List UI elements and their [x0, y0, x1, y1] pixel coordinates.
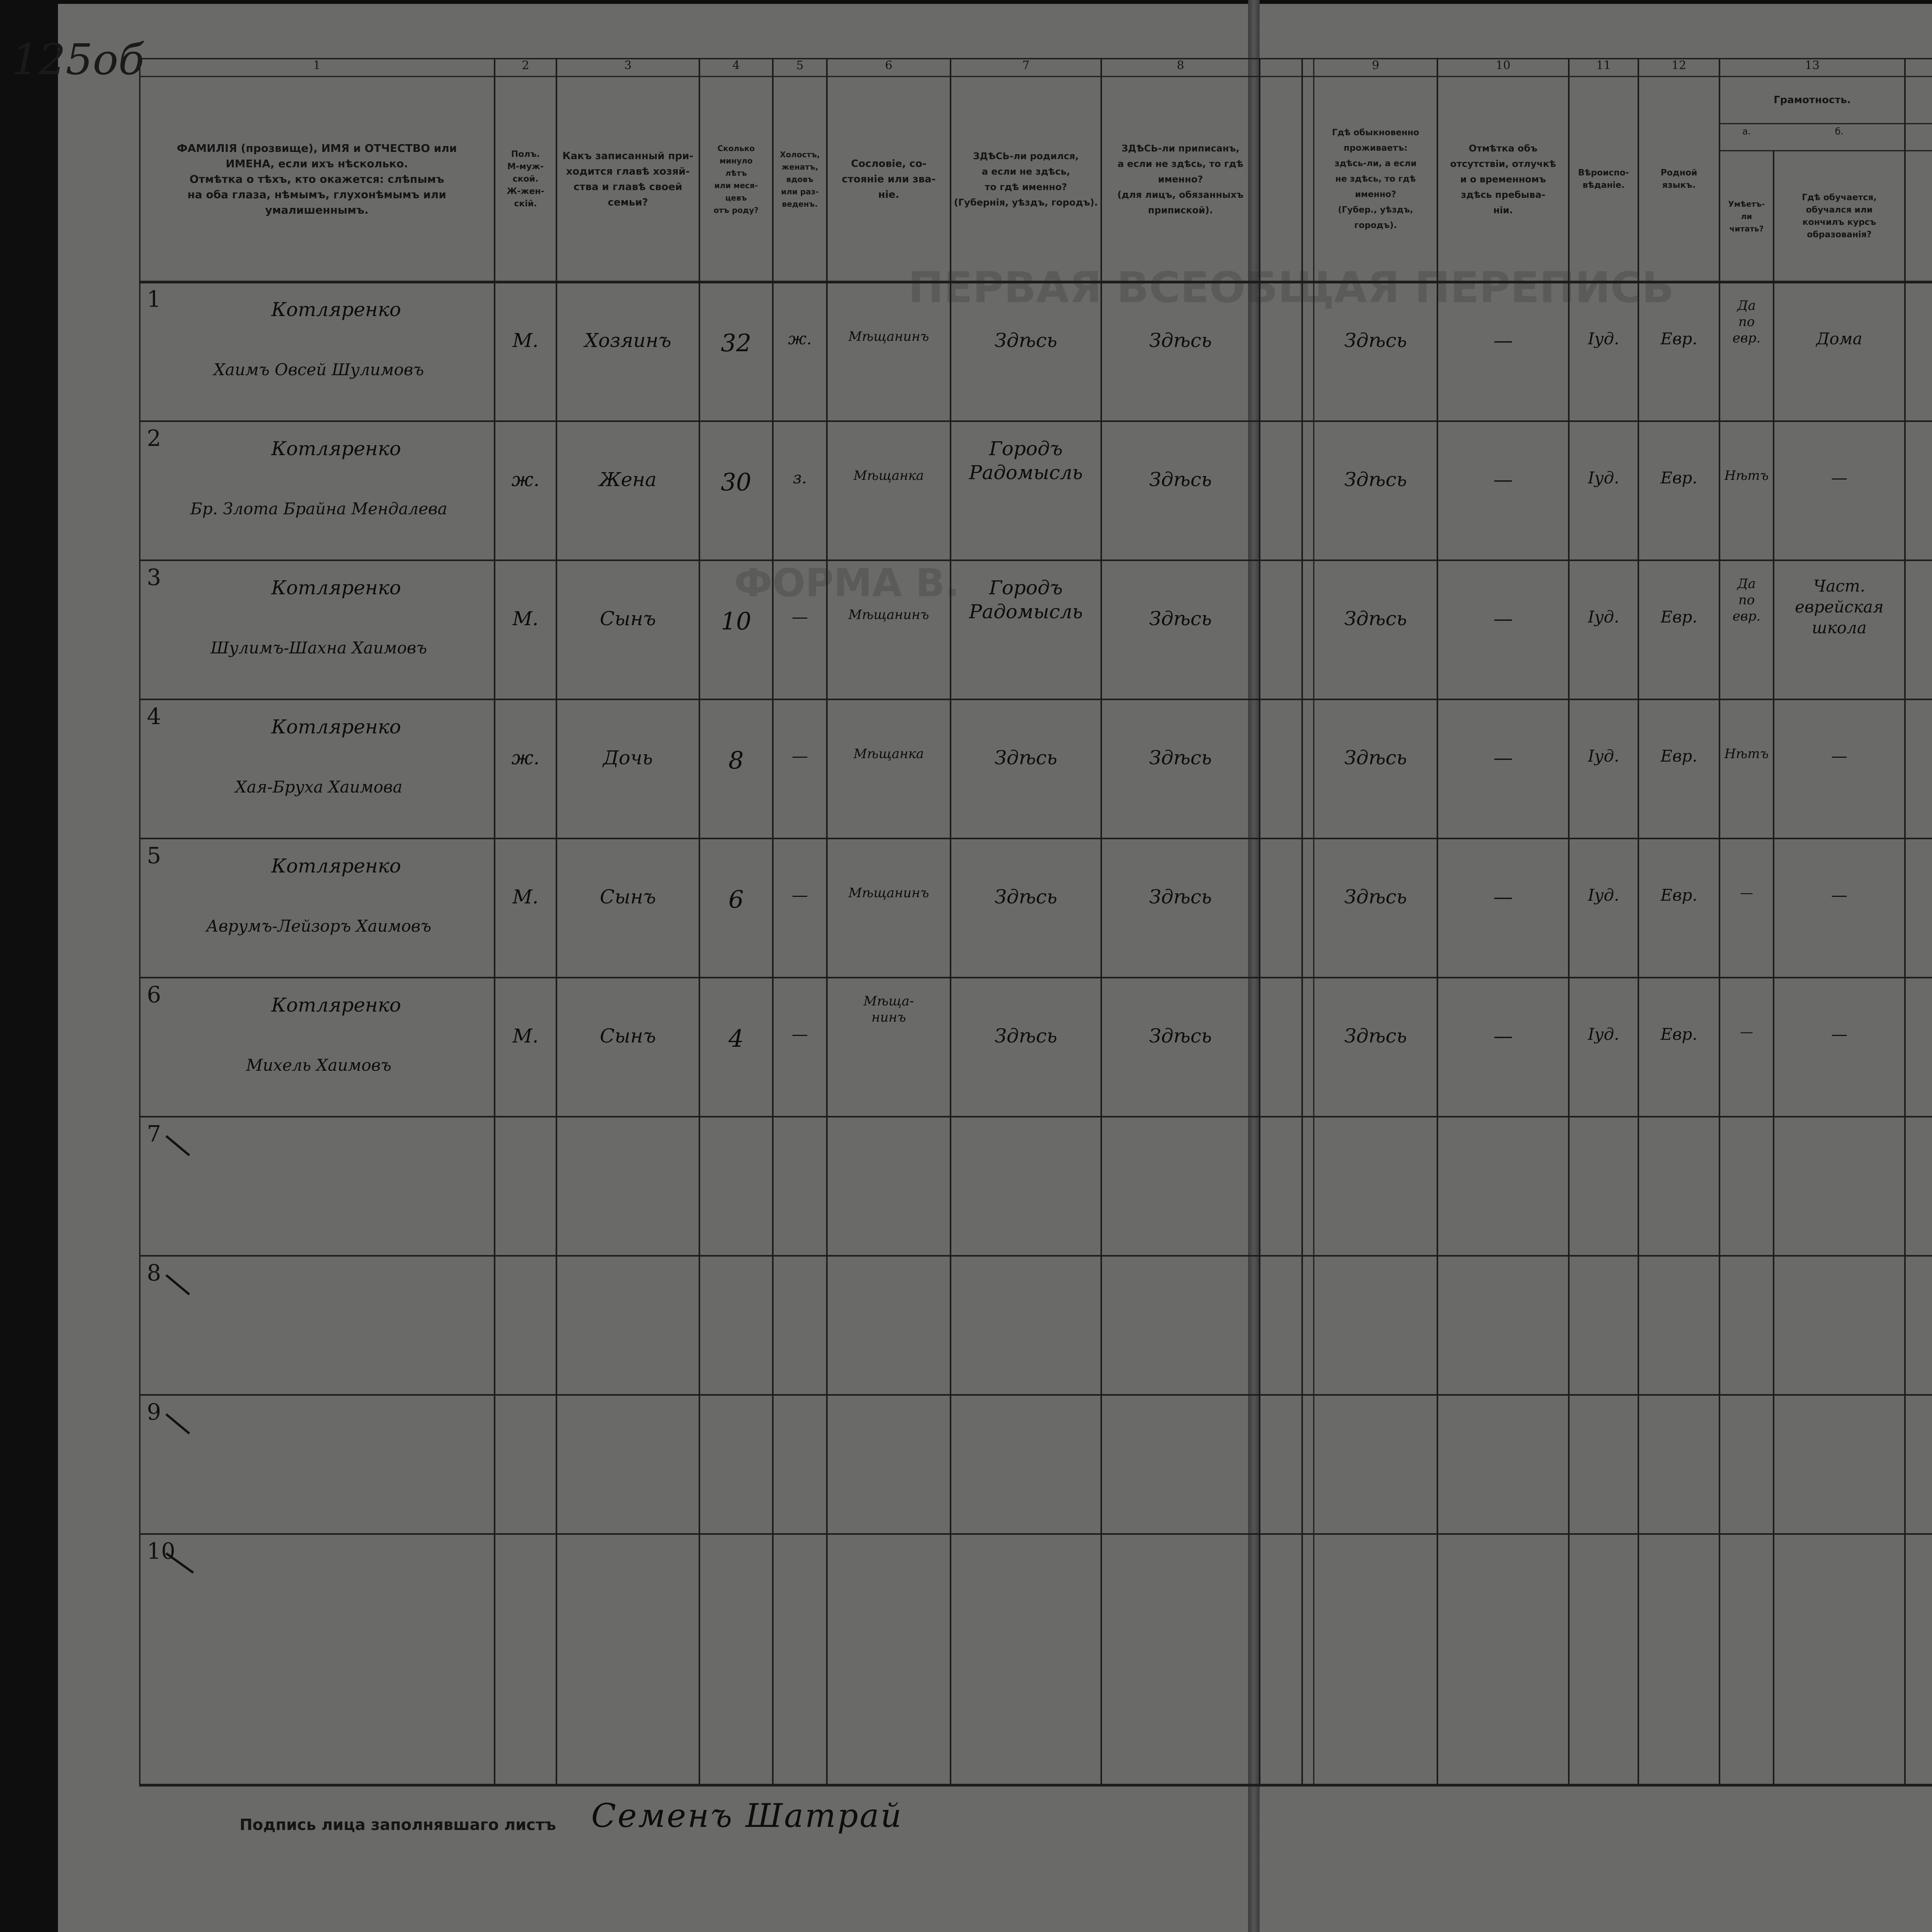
- cell-religion: Іуд.: [1588, 329, 1619, 348]
- header-absence: Отмѣтка объ отсутствіи, отлучкѣ и о временномъ здѣсь пребыва- ніи.: [1450, 143, 1556, 216]
- header-name: ФАМИЛІЯ (прозвище), ИМЯ и ОТЧЕСТВО или ИМЕНА, если ихъ нѣсколько. Отмѣтка о тѣхъ, кто окажется: слѣпымъ на оба глаза, нѣмымъ, глухонѣмымъ или умалишеннымъ.: [177, 142, 457, 216]
- row-number-empty: 8: [147, 1260, 161, 1286]
- bleed-through-form: ФОРМА В.: [734, 560, 960, 605]
- cell-school: —: [1831, 747, 1847, 765]
- cell-marital: з.: [793, 468, 807, 487]
- cell-marital: ж.: [788, 329, 812, 348]
- header-birthplace: ЗДѢСЬ-ли родился, а если не здѣсь, то гдѣ именно? (Губернія, уѣздъ, городъ).: [954, 151, 1098, 208]
- cell-registered: Здѣсь: [1149, 1025, 1212, 1047]
- cell-school: —: [1831, 886, 1847, 905]
- cell-registered: Здѣсь: [1149, 747, 1212, 769]
- row-number: 6: [147, 981, 161, 1008]
- header-occupation: [1905, 77, 1932, 124]
- cell-registered: Здѣсь: [1149, 886, 1212, 908]
- cell-age: 4: [728, 1024, 744, 1053]
- cell-reads: —: [1740, 1024, 1753, 1040]
- cell-born: Городъ Радомысль: [969, 437, 1083, 484]
- full-name: Михель Хаимовъ: [246, 1056, 392, 1075]
- cell-relation: Сынъ: [600, 886, 656, 908]
- cell-religion: Іуд.: [1588, 886, 1619, 905]
- cell-marital: —: [792, 607, 808, 626]
- colnum-14: [1905, 58, 1932, 73]
- cell-religion: Іуд.: [1588, 468, 1619, 487]
- cell-occupation: [1905, 298, 1932, 339]
- cell-born: Здѣсь: [994, 886, 1058, 908]
- bleed-through-title: ПЕРВАЯ ВСЕОБЩАЯ ПЕРЕПИСЬ: [908, 263, 1674, 312]
- colnum-4: 4: [732, 59, 740, 72]
- cell-absence: —: [1493, 329, 1513, 352]
- left-page-number: 125об: [12, 35, 145, 84]
- header-relation: Какъ записанный при- ходится главѣ хозяй- ства и главѣ своей семьи?: [562, 150, 694, 208]
- cell-estate: Мѣщанинъ: [848, 885, 929, 901]
- cell-born: Здѣсь: [994, 1025, 1058, 1047]
- colnum-8: 8: [1177, 59, 1184, 72]
- header-literacy-b-letter: б.: [1835, 126, 1844, 137]
- cell-occupation: [1905, 607, 1932, 628]
- row-number-empty: 10: [147, 1538, 175, 1564]
- colnum-1: 1: [313, 59, 321, 72]
- header-registered: ЗДѢСЬ-ли приписанъ, а если не здѣсь, то гдѣ именно? (для лицъ, обязанныхъ припиской).: [1117, 143, 1244, 216]
- cell-absence: —: [1493, 886, 1513, 908]
- row-number: 4: [147, 703, 161, 730]
- colnum-7: 7: [1022, 59, 1030, 72]
- cell-relation: Жена: [599, 468, 657, 491]
- cell-resides: Здѣсь: [1344, 747, 1407, 769]
- colnum-12: 12: [1671, 59, 1687, 72]
- surname: Котляренко: [271, 855, 401, 877]
- cell-marital: —: [792, 747, 808, 765]
- cell-age: 30: [721, 468, 752, 496]
- cell-age: 32: [721, 329, 752, 357]
- header-literacy-a-letter: а.: [1742, 126, 1751, 137]
- row-number: 1: [147, 286, 161, 312]
- surname: Котляренко: [271, 716, 401, 738]
- cell-language: Евр.: [1660, 329, 1697, 348]
- cell-registered: Здѣсь: [1149, 329, 1212, 352]
- cell-reads: Нѣтъ: [1724, 468, 1769, 483]
- colnum-2: 2: [522, 59, 529, 72]
- row-number-empty: 7: [147, 1121, 161, 1147]
- colnum-5: 5: [796, 59, 804, 72]
- cell-relation: Хозяинъ: [584, 329, 672, 352]
- header-occupation-main: [1905, 151, 1932, 282]
- cell-religion: Іуд.: [1588, 747, 1619, 765]
- cell-sex: ж.: [511, 468, 540, 491]
- cell-sex: М.: [512, 886, 539, 908]
- cell-estate: Мѣщанка: [853, 468, 924, 483]
- cell-age: 8: [728, 746, 744, 774]
- cell-age: 10: [721, 607, 752, 635]
- header-religion: Вѣроиспо- вѣданіе.: [1578, 168, 1629, 190]
- header-sex: Полъ. М-муж- ской. Ж-жен- скій.: [507, 150, 544, 209]
- colnum-10: 10: [1495, 59, 1511, 72]
- colnum-3: 3: [624, 59, 632, 72]
- full-name: Шулимъ-Шахна Хаимовъ: [210, 638, 427, 657]
- colnum-9: 9: [1372, 59, 1379, 72]
- cell-estate: Мѣщанинъ: [848, 607, 929, 622]
- cell-resides: Здѣсь: [1344, 607, 1407, 630]
- header-estate: Сословіе, со- стояніе или зва- ніе.: [842, 158, 936, 201]
- header-occupation-a-letter: [1905, 126, 1932, 137]
- cell-registered: Здѣсь: [1149, 468, 1212, 491]
- cell-relation: Сынъ: [600, 1025, 656, 1047]
- signature-label: Подпись лица заполнявшаго листъ: [240, 1816, 556, 1834]
- cell-marital: —: [792, 886, 808, 905]
- cell-estate: Мѣщанинъ: [848, 329, 929, 344]
- cell-language: Евр.: [1660, 747, 1697, 765]
- row-number: 3: [147, 564, 161, 590]
- surname: Котляренко: [271, 437, 401, 460]
- colnum-11: 11: [1596, 59, 1611, 72]
- cell-marital: —: [792, 1025, 808, 1044]
- header-residence: Гдѣ обыкновенно проживаетъ: здѣсь-ли, а если не здѣсь, то гдѣ именно? (Губер., уѣздъ, городъ).: [1332, 128, 1419, 230]
- full-name: Хая-Бруха Хаимова: [235, 777, 403, 796]
- cell-reads: Да по евр.: [1732, 298, 1761, 346]
- cell-occupation: [1905, 1024, 1932, 1045]
- surname: Котляренко: [271, 994, 401, 1016]
- colnum-13: 13: [1804, 59, 1820, 72]
- cell-occupation: [1905, 468, 1932, 488]
- cell-sex: М.: [512, 1025, 539, 1047]
- header-schooling: Гдѣ обучается, обучался или кончилъ курсъ образованія?: [1802, 193, 1877, 240]
- cell-sex: М.: [512, 329, 539, 352]
- cell-resides: Здѣсь: [1344, 886, 1407, 908]
- cell-absence: —: [1493, 1025, 1513, 1047]
- cell-resides: Здѣсь: [1344, 468, 1407, 491]
- full-name: Хаимъ Овсей Шулимовъ: [213, 360, 424, 379]
- cell-resides: Здѣсь: [1344, 329, 1407, 352]
- cell-language: Евр.: [1660, 886, 1697, 905]
- surname: Котляренко: [271, 577, 401, 599]
- cell-school: —: [1831, 468, 1847, 487]
- row-number-empty: 9: [147, 1399, 161, 1425]
- cell-resides: Здѣсь: [1344, 1025, 1407, 1047]
- cell-born: Здѣсь: [994, 329, 1058, 352]
- cell-estate: Мѣща- нинъ: [863, 993, 914, 1025]
- cell-born: Здѣсь: [994, 747, 1058, 769]
- cell-sex: М.: [512, 607, 539, 630]
- cell-occupation: [1905, 746, 1932, 767]
- header-marital: Холостъ, женатъ, вдовъ или раз- веденъ.: [780, 150, 820, 209]
- cell-school: Част. еврейская школа: [1795, 577, 1884, 637]
- cell-absence: —: [1493, 747, 1513, 769]
- cell-estate: Мѣщанка: [853, 746, 924, 762]
- surname: Котляренко: [271, 298, 401, 321]
- header-age: Сколько минуло лѣтъ или меся- цевъ отъ роду?: [713, 144, 759, 215]
- cell-religion: Іуд.: [1588, 1025, 1619, 1044]
- colnum-6: 6: [885, 59, 893, 72]
- full-name: Аврумъ-Лейзоръ Хаимовъ: [206, 917, 432, 935]
- cell-school: —: [1831, 1025, 1847, 1044]
- cell-occupation: [1905, 885, 1932, 906]
- full-name: Бр. Злота Брайна Мендалева: [190, 499, 447, 518]
- cell-registered: Здѣсь: [1149, 607, 1212, 630]
- cell-reads: Нѣтъ: [1724, 746, 1769, 762]
- row-number: 2: [147, 425, 161, 451]
- row-number: 5: [147, 842, 161, 869]
- signature-value: Семенъ Шатрай: [591, 1797, 903, 1835]
- cell-language: Евр.: [1660, 468, 1697, 487]
- header-reads: Умѣетъ- ли читать?: [1728, 199, 1765, 233]
- cell-reads: Да по евр.: [1732, 576, 1761, 624]
- header-literacy: Грамотность.: [1774, 94, 1851, 106]
- cell-language: Евр.: [1660, 1025, 1697, 1044]
- cell-sex: ж.: [511, 747, 540, 769]
- header-language: Родной языкъ.: [1660, 168, 1697, 190]
- cell-age: 6: [728, 885, 744, 913]
- cell-school: Дома: [1816, 329, 1862, 348]
- cell-relation: Сынъ: [600, 607, 656, 630]
- cell-absence: —: [1493, 468, 1513, 491]
- cell-reads: —: [1740, 885, 1753, 901]
- cell-born: Городъ Радомысль: [969, 577, 1083, 623]
- cell-language: Евр.: [1660, 607, 1697, 626]
- cell-relation: Дочь: [603, 747, 653, 769]
- cell-religion: Іуд.: [1588, 607, 1619, 626]
- cell-absence: —: [1493, 607, 1513, 630]
